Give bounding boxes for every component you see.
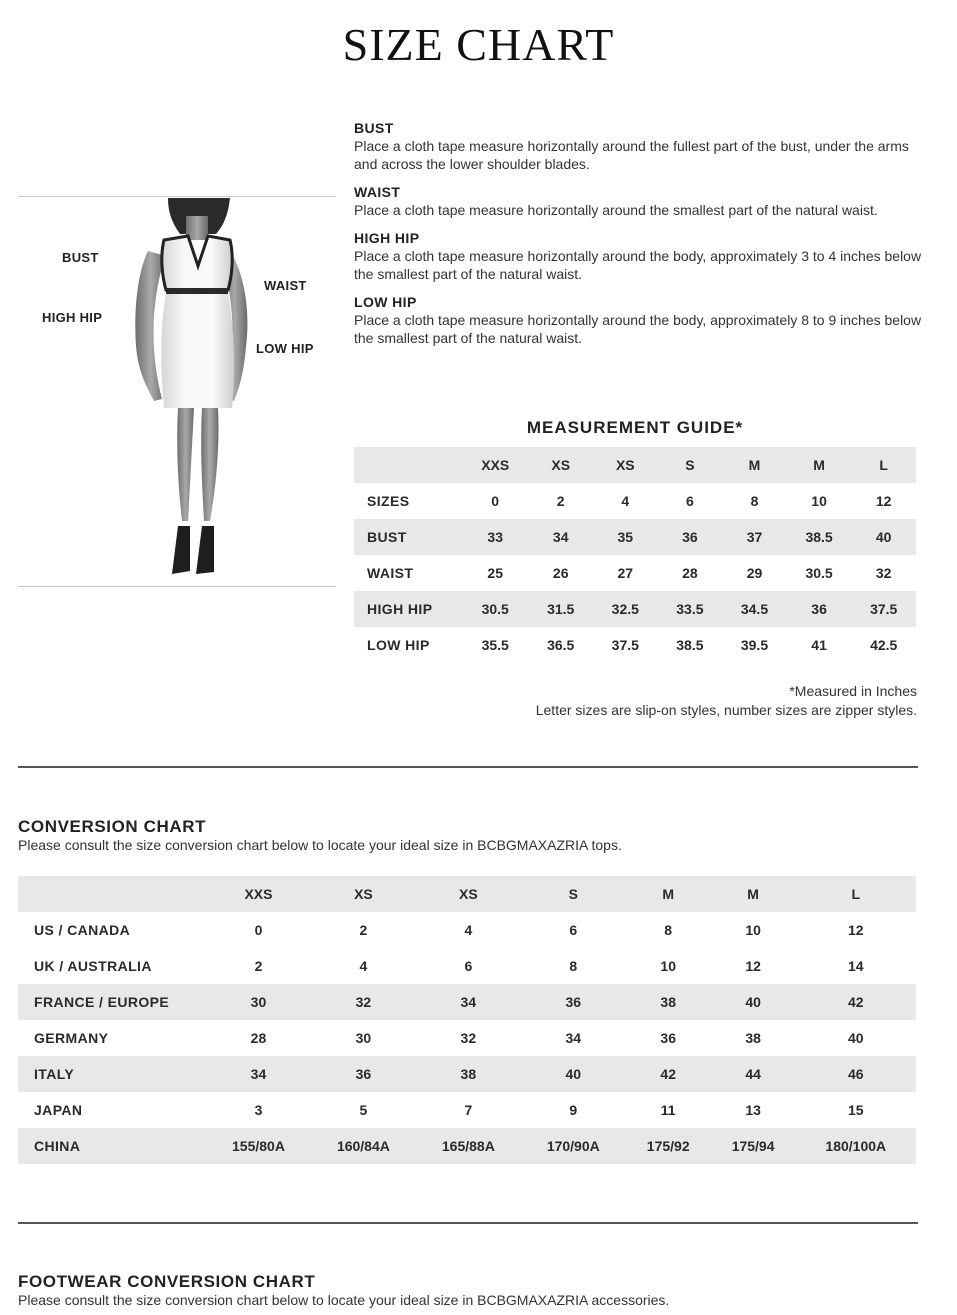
table-cell: 165/88A: [416, 1128, 521, 1164]
table-cell: 41: [811, 637, 827, 653]
column-header: L: [796, 876, 916, 912]
table-cell: 0: [491, 493, 500, 509]
table-cell: 32: [311, 984, 416, 1020]
table-cell: 180/100A: [796, 1128, 916, 1164]
table-cell: 15: [847, 1102, 864, 1118]
table-cell: 12: [875, 493, 892, 509]
table-cell: 32: [460, 1030, 477, 1046]
measurement-note: *Measured in Inches: [789, 683, 917, 699]
table-cell: 33: [462, 519, 528, 555]
column-header: M: [787, 447, 852, 483]
table-cell: 42: [626, 1056, 711, 1092]
table-cell: 0: [254, 922, 263, 938]
row-label: ITALY: [18, 1056, 206, 1092]
measurement-name: WAIST: [354, 184, 401, 200]
row-label: SIZES: [367, 493, 410, 509]
row-label: JAPAN: [34, 1102, 83, 1118]
table-cell: 33.5: [658, 591, 723, 627]
table-cell: 10: [660, 958, 676, 974]
table-cell: 170/90A: [521, 1128, 626, 1164]
table-cell: 36: [660, 1030, 676, 1046]
table-cell: 155/80A: [206, 1128, 311, 1164]
table-row: [354, 591, 916, 627]
table-cell: 12: [745, 958, 761, 974]
column-header: S: [658, 447, 723, 483]
table-cell: 34: [206, 1056, 311, 1092]
table-cell: 6: [569, 922, 578, 938]
column-header: XS: [593, 447, 658, 483]
table-row: [18, 1128, 916, 1164]
table-cell: 25: [487, 565, 503, 581]
table-cell: 2: [254, 958, 263, 974]
row-label: LOW HIP: [367, 637, 430, 653]
row-label: UK / AUSTRALIA: [34, 958, 152, 974]
table-cell: 6: [464, 958, 473, 974]
table-cell: 38.5: [787, 519, 852, 555]
table-cell: 35.5: [481, 637, 509, 653]
table-cell: 10: [811, 493, 827, 509]
table-cell: 32: [875, 565, 892, 581]
column-header: L: [851, 447, 916, 483]
table-cell: 175/92: [626, 1128, 711, 1164]
table-cell: 11: [660, 1102, 676, 1118]
column-header: XXS: [462, 447, 528, 483]
table-cell: 9: [569, 1102, 578, 1118]
table-cell: 39.5: [740, 637, 769, 653]
table-header-row: [18, 876, 916, 912]
table-cell: 32.5: [593, 591, 658, 627]
table-row: [18, 912, 916, 948]
table-cell: 36: [311, 1056, 416, 1092]
table-cell: 26: [552, 565, 569, 581]
table-cell: 8: [664, 922, 673, 938]
column-header: XS: [528, 447, 593, 483]
model-figure: [18, 196, 336, 590]
section-divider: [18, 1222, 918, 1224]
table-row: [354, 519, 916, 555]
column-header: S: [521, 876, 626, 912]
measurement-description: Place a cloth tape measure horizontally around the fullest part of the bust, under the arms and across the lower shoulder blades.: [354, 138, 909, 172]
table-corner-cell: [354, 447, 462, 483]
table-cell: 40: [521, 1056, 626, 1092]
measurement-description: Place a cloth tape measure horizontally around the smallest part of the natural waist.: [354, 202, 878, 218]
row-label: US / CANADA: [34, 922, 131, 938]
table-cell: 27: [617, 565, 634, 581]
table-cell: 3: [254, 1102, 263, 1118]
table-row: [354, 555, 916, 591]
table-row: [354, 483, 916, 519]
column-header: XS: [416, 876, 521, 912]
table-cell: 30.5: [462, 591, 528, 627]
table-cell: 38: [416, 1056, 521, 1092]
table-cell: 36: [658, 519, 723, 555]
table-cell: 4: [359, 958, 368, 974]
table-cell: 8: [750, 493, 759, 509]
figure-label-bust: BUST: [62, 250, 99, 265]
table-row: [18, 1056, 916, 1092]
table-header-row: [354, 447, 916, 483]
measurement-bust: [354, 120, 924, 173]
row-label: BUST: [354, 519, 462, 555]
table-cell: 175/94: [711, 1128, 796, 1164]
table-cell: 37.5: [611, 637, 639, 653]
row-label: HIGH HIP: [354, 591, 462, 627]
measurement-instructions: [354, 120, 924, 358]
table-cell: 6: [685, 493, 694, 509]
table-cell: 34: [416, 984, 521, 1020]
row-label: WAIST: [367, 565, 414, 581]
table-cell: 10: [745, 922, 761, 938]
table-cell: 44: [711, 1056, 796, 1092]
footwear-chart-subtitle: Please consult the size conversion chart below to locate your ideal size in BCBGMAXAZRIA accessories.: [18, 1292, 670, 1308]
table-cell: 12: [847, 922, 864, 938]
table-cell: 30: [355, 1030, 372, 1046]
table-cell: 36.5: [547, 637, 575, 653]
table-cell: 38.5: [676, 637, 704, 653]
column-header: M: [626, 876, 711, 912]
measurement-description: Place a cloth tape measure horizontally around the body, approximately 3 to 4 inches below the smallest part of the natural waist.: [354, 248, 922, 282]
measurement-guide-table: [354, 447, 916, 663]
measurement-low-hip: [354, 294, 924, 347]
row-label: CHINA: [18, 1128, 206, 1164]
footwear-chart-title: FOOTWEAR CONVERSION CHART: [18, 1272, 316, 1291]
table-cell: 28: [682, 565, 698, 581]
table-cell: 42.5: [870, 637, 898, 653]
conversion-chart-title: CONVERSION CHART: [18, 817, 207, 836]
measurement-name: HIGH HIP: [354, 230, 420, 246]
table-cell: 2: [556, 493, 565, 509]
table-cell: 4: [464, 922, 473, 938]
table-cell: 34.5: [722, 591, 787, 627]
table-cell: 5: [359, 1102, 368, 1118]
section-divider: [18, 766, 918, 768]
table-row: [18, 1020, 916, 1056]
column-header: M: [711, 876, 796, 912]
figure-label-low-hip: LOW HIP: [256, 341, 314, 356]
table-cell: 37.5: [851, 591, 916, 627]
table-corner-cell: [18, 876, 206, 912]
measurement-description: Place a cloth tape measure horizontally around the body, approximately 8 to 9 inches below the smallest part of the natural waist.: [354, 312, 922, 346]
table-cell: 2: [359, 922, 368, 938]
table-cell: 36: [787, 591, 852, 627]
style-note: Letter sizes are slip-on styles, number sizes are zipper styles.: [535, 702, 917, 718]
measurement-name: LOW HIP: [354, 294, 417, 310]
table-cell: 34: [565, 1030, 582, 1046]
table-cell: 37: [722, 519, 787, 555]
table-cell: 38: [745, 1030, 761, 1046]
measurement-name: BUST: [354, 120, 394, 136]
measurement-high-hip: [354, 230, 924, 283]
measurement-guide-title: MEASUREMENT GUIDE*: [526, 418, 744, 437]
table-cell: 8: [569, 958, 578, 974]
figure-label-waist: WAIST: [264, 278, 307, 293]
page-title: SIZE CHART: [342, 19, 615, 70]
table-cell: 46: [796, 1056, 916, 1092]
table-row: [18, 1092, 916, 1128]
table-cell: 14: [847, 958, 864, 974]
table-cell: 7: [464, 1102, 473, 1118]
table-row: [18, 984, 916, 1020]
table-cell: 36: [521, 984, 626, 1020]
table-cell: 28: [250, 1030, 267, 1046]
table-cell: 35: [593, 519, 658, 555]
table-cell: 38: [626, 984, 711, 1020]
conversion-table: [18, 876, 916, 1164]
table-row: [18, 948, 916, 984]
table-row: [354, 627, 916, 663]
table-cell: 13: [745, 1102, 761, 1118]
table-cell: 40: [711, 984, 796, 1020]
column-header: XS: [311, 876, 416, 912]
table-cell: 30.5: [805, 565, 833, 581]
table-cell: 34: [528, 519, 593, 555]
column-header: M: [722, 447, 787, 483]
table-cell: 42: [796, 984, 916, 1020]
row-label: GERMANY: [34, 1030, 109, 1046]
table-cell: 29: [746, 565, 763, 581]
conversion-chart-subtitle: Please consult the size conversion chart below to locate your ideal size in BCBGMAXAZRIA tops.: [18, 837, 622, 853]
table-cell: 40: [851, 519, 916, 555]
table-cell: 30: [206, 984, 311, 1020]
table-cell: 40: [847, 1030, 864, 1046]
row-label: FRANCE / EUROPE: [18, 984, 206, 1020]
table-cell: 31.5: [528, 591, 593, 627]
table-cell: 4: [621, 493, 630, 509]
figure-label-high-hip: HIGH HIP: [42, 310, 103, 325]
measurement-waist: [354, 184, 924, 219]
table-cell: 160/84A: [311, 1128, 416, 1164]
column-header: XXS: [206, 876, 311, 912]
